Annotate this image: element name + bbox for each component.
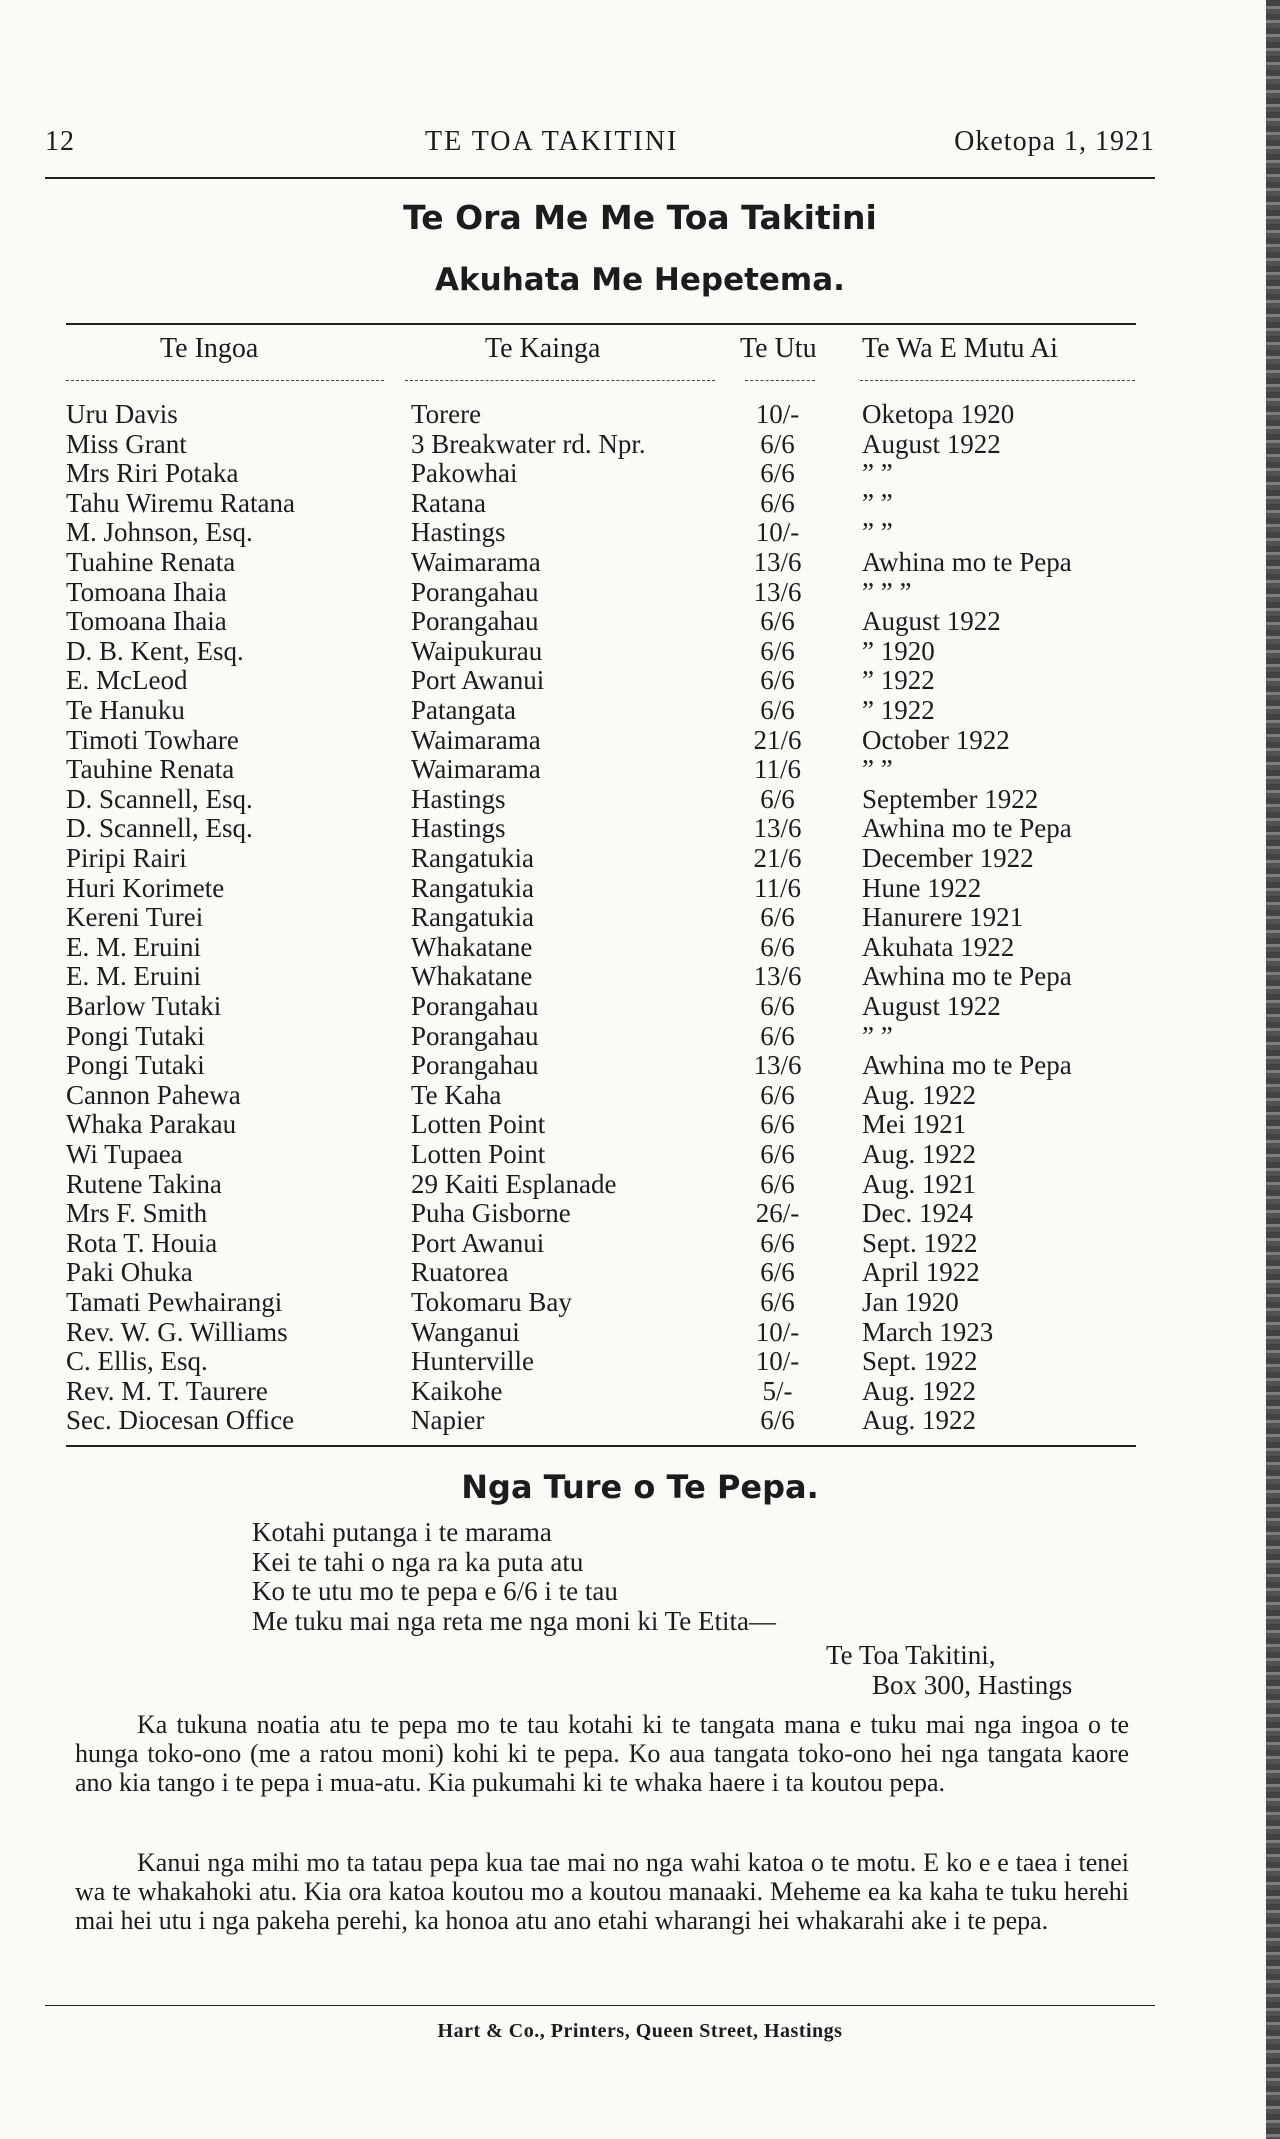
subscriber-name: Miss Grant [66, 428, 187, 459]
payment-amount: 6/6 [760, 1139, 795, 1169]
subscriber-address: Kaikohe [411, 1375, 503, 1406]
rules-line: Kei te tahi o nga ra ka puta atu [252, 1546, 584, 1577]
expiry-date: Dec. 1924 [862, 1198, 973, 1229]
payment-amount: 13/6 [753, 576, 802, 607]
rules-line: Kotahi putanga i te marama [252, 1517, 552, 1547]
payment-amount: 6/6 [760, 1168, 795, 1199]
subscriber-address: Rangatukia [411, 902, 534, 933]
expiry-date: Sept. 1922 [862, 1227, 978, 1258]
subscriber-name: Tuahine Renata [66, 547, 236, 577]
table-row [0, 1051, 1280, 1081]
expiry-date: ” 1920 [862, 635, 935, 666]
subscriber-address: Wanganui [411, 1316, 520, 1347]
rules-title: Nga Ture o Te Pepa. [461, 1468, 819, 1506]
expiry-date: Aug. 1922 [862, 1405, 976, 1436]
table-row [0, 755, 1280, 785]
payment-amount: 6/6 [760, 458, 795, 489]
table-row [0, 548, 1280, 578]
expiry-date: Jan 1920 [862, 1287, 959, 1317]
subscriber-name: D. B. Kent, Esq. [66, 635, 244, 666]
expiry-date: ” ” ” [862, 576, 912, 607]
notice-paragraph-2: Kanui nga mihi mo ta tatau pepa kua tae mai no nga wahi katoa o te motu. E ko e e taea i tenei wa te whakahoki atu. Kia ora katoa koutou mo a koutou manaaki. Meheme ea ka kaha te tuku herehi mai hei utu i nga pakeha perehi, ka honoa atu ano etahi wharangi hei whakarahi ake i te pepa. [75, 1848, 1129, 1935]
subscriber-name: E. M. Eruini [66, 961, 201, 992]
page-number: 12 [45, 126, 75, 157]
table-row [0, 1318, 1280, 1348]
subscriber-address: Whakatane [411, 961, 533, 992]
subscriber-name: Mrs Riri Potaka [66, 458, 239, 489]
subscriber-address: Puha Gisborne [411, 1198, 571, 1229]
expiry-date: Awhina mo te Pepa [862, 547, 1072, 577]
table-row [0, 489, 1280, 519]
payment-amount: 6/6 [760, 1227, 795, 1258]
table-row [0, 1199, 1280, 1229]
subscriber-address: 3 Breakwater rd. Npr. [411, 428, 646, 459]
notice-paragraph-1: Ka tukuna noatia atu te pepa mo te tau kotahi ki te tangata mana e tuku mai nga ingoa o te hunga toko-ono (me a ratou moni) kohi ki te pepa. Ko aua tangata toko-ono hei nga tangata kaore ano kia tango i te pepa i mua-atu. Kia pukumahi ki te whaka haere i ta koutou pepa. [75, 1710, 1129, 1797]
table-row [0, 874, 1280, 904]
subscriber-name: Tomoana Ihaia [66, 606, 227, 637]
table-row [0, 1347, 1280, 1377]
page-header [45, 126, 1155, 166]
table-row [0, 696, 1280, 726]
subscriber-name: Mrs F. Smith [66, 1198, 208, 1229]
issue-date: Oketopa 1, 1921 [954, 126, 1155, 157]
payment-amount: 13/6 [753, 1050, 802, 1081]
subscriber-address: Te Kaha [411, 1079, 502, 1110]
col-rule-address [405, 380, 715, 381]
table-row [0, 1140, 1280, 1170]
payment-amount: 13/6 [753, 547, 802, 577]
subscriber-address: Hastings [411, 783, 506, 814]
col-rule-expiry [860, 380, 1135, 381]
subscriber-name: Tomoana Ihaia [66, 576, 227, 607]
expiry-date: ” ” [862, 487, 893, 518]
expiry-date: ” ” [862, 458, 893, 489]
payment-amount: 6/6 [760, 1287, 795, 1317]
subscriber-name: Te Hanuku [66, 695, 185, 725]
subscriber-address: Rangatukia [411, 843, 534, 873]
table-row [0, 992, 1280, 1022]
subscriber-name: Rev. W. G. Williams [66, 1316, 288, 1347]
payment-amount: 6/6 [760, 635, 795, 666]
payment-amount: 21/6 [753, 724, 802, 755]
expiry-date: August 1922 [862, 606, 1001, 637]
subscriber-address: Lotten Point [411, 1109, 546, 1140]
subscriber-address: Porangahau [411, 1020, 539, 1051]
table-top-rule [66, 323, 1136, 325]
table-row [0, 814, 1280, 844]
table-row [0, 844, 1280, 874]
table-row [0, 726, 1280, 756]
table-row [0, 1170, 1280, 1200]
subscriber-address: Patangata [411, 695, 516, 725]
payment-amount: 10/- [755, 1316, 800, 1347]
table-row [0, 1288, 1280, 1318]
subscriber-address: Whakatane [411, 931, 533, 962]
subscriber-address: Waimarama [411, 724, 541, 755]
table-row [0, 1377, 1280, 1407]
subscriber-name: E. McLeod [66, 665, 188, 696]
expiry-date: October 1922 [862, 724, 1010, 755]
table-row [0, 666, 1280, 696]
expiry-date: Akuhata 1922 [862, 931, 1015, 962]
subscriber-name: D. Scannell, Esq. [66, 783, 253, 814]
payment-amount: 10/- [755, 399, 800, 429]
subscriber-name: M. Johnson, Esq. [66, 517, 253, 548]
table-row [0, 962, 1280, 992]
subscriber-address: Hunterville [411, 1346, 534, 1377]
payment-amount: 6/6 [760, 1109, 795, 1140]
expiry-date: ” 1922 [862, 695, 935, 725]
payment-amount: 6/6 [760, 487, 795, 518]
col-header-expiry: Te Wa E Mutu Ai [862, 333, 1058, 364]
subscriber-name: Tauhine Renata [66, 754, 235, 785]
subscriber-address: Waipukurau [411, 635, 543, 666]
subscriber-name: E. M. Eruini [66, 931, 201, 962]
subscriber-name: Pongi Tutaki [66, 1020, 205, 1051]
expiry-date: August 1922 [862, 991, 1001, 1021]
subscriber-address: Tokomaru Bay [411, 1287, 572, 1317]
expiry-date: ” ” [862, 754, 893, 785]
subscriber-name: Whaka Parakau [66, 1109, 237, 1140]
payment-amount: 21/6 [753, 843, 802, 873]
subscriber-address: Torere [411, 399, 482, 429]
subscriber-address: Waimarama [411, 547, 541, 577]
subscriber-name: C. Ellis, Esq. [66, 1346, 208, 1377]
expiry-date: ” 1922 [862, 665, 935, 696]
table-row [0, 1229, 1280, 1259]
subscriber-address: Port Awanui [411, 665, 545, 696]
subscriber-name: Uru Davis [66, 399, 178, 429]
table-row [0, 1022, 1280, 1052]
table-row [0, 1110, 1280, 1140]
table-row [0, 607, 1280, 637]
subscriber-name: Rutene Takina [66, 1168, 222, 1199]
rules-list [252, 1518, 776, 1636]
payment-amount: 6/6 [760, 1257, 795, 1288]
table-bottom-rule [66, 1445, 1136, 1447]
subscriber-address: Porangahau [411, 1050, 539, 1081]
expiry-date: Awhina mo te Pepa [862, 961, 1072, 992]
subscriber-address: Porangahau [411, 991, 539, 1021]
table-row [0, 400, 1280, 430]
table-row [0, 459, 1280, 489]
payment-amount: 13/6 [753, 813, 802, 844]
rules-line: Me tuku mai nga reta me nga moni ki Te Etita— [252, 1605, 776, 1636]
subscriber-address: Porangahau [411, 576, 539, 607]
payment-amount: 11/6 [754, 754, 801, 785]
subscriber-name: Piripi Rairi [66, 843, 187, 873]
payment-amount: 26/- [755, 1198, 800, 1229]
expiry-date: Mei 1921 [862, 1109, 967, 1140]
expiry-date: ” ” [862, 517, 893, 548]
subscriber-address: Waimarama [411, 754, 541, 785]
expiry-date: Aug. 1921 [862, 1168, 976, 1199]
subscriber-name: D. Scannell, Esq. [66, 813, 253, 844]
subscriber-address: Lotten Point [411, 1139, 546, 1169]
subscriber-name: Tamati Pewhairangi [66, 1287, 283, 1317]
printer-imprint: Hart & Co., Printers, Queen Street, Hastings [437, 2020, 843, 2042]
payment-amount: 6/6 [760, 665, 795, 696]
subscriber-name: Tahu Wiremu Ratana [66, 487, 295, 518]
editor-signature-address: Box 300, Hastings [872, 1670, 1073, 1700]
expiry-date: Awhina mo te Pepa [862, 813, 1072, 844]
payment-amount: 13/6 [753, 961, 802, 992]
payment-amount: 6/6 [760, 1405, 795, 1436]
editor-signature-name: Te Toa Takitini, [826, 1640, 996, 1670]
masthead: TE TOA TAKITINI [425, 126, 679, 157]
subscriber-name: Kereni Turei [66, 902, 204, 933]
subscriber-address: Ratana [411, 487, 486, 518]
table-row [0, 578, 1280, 608]
col-rule-payment [745, 380, 815, 381]
expiry-date: Aug. 1922 [862, 1139, 976, 1169]
expiry-date: Oketopa 1920 [862, 399, 1015, 429]
expiry-date: ” ” [862, 1020, 893, 1051]
table-row [0, 518, 1280, 548]
payment-amount: 6/6 [760, 931, 795, 962]
expiry-date: Aug. 1922 [862, 1375, 976, 1406]
payment-amount: 6/6 [760, 695, 795, 725]
subscriber-address: 29 Kaiti Esplanade [411, 1168, 617, 1199]
expiry-date: Hanurere 1921 [862, 902, 1024, 933]
subscriber-name: Barlow Tutaki [66, 991, 222, 1021]
payment-amount: 6/6 [760, 606, 795, 637]
expiry-date: Aug. 1922 [862, 1079, 976, 1110]
table-row [0, 933, 1280, 963]
table-row [0, 1258, 1280, 1288]
col-rule-name [66, 380, 384, 381]
subscriber-name: Timoti Towhare [66, 724, 239, 755]
payment-amount: 6/6 [760, 1079, 795, 1110]
footer-rule [45, 2005, 1155, 2006]
expiry-date: Hune 1922 [862, 872, 982, 903]
subscriber-name: Paki Ohuka [66, 1257, 193, 1288]
subscriber-name: Cannon Pahewa [66, 1079, 241, 1110]
expiry-date: March 1923 [862, 1316, 994, 1347]
payment-amount: 6/6 [760, 991, 795, 1021]
col-header-payment: Te Utu [740, 333, 817, 364]
subscriber-name: Huri Korimete [66, 872, 225, 903]
table-row [0, 430, 1280, 460]
expiry-date: April 1922 [862, 1257, 980, 1288]
payment-amount: 10/- [755, 1346, 800, 1377]
subscriber-name: Rev. M. T. Taurere [66, 1375, 268, 1406]
payment-amount: 6/6 [760, 428, 795, 459]
expiry-date: September 1922 [862, 783, 1039, 814]
subscriber-address: Napier [411, 1405, 485, 1436]
rules-line: Ko te utu mo te pepa e 6/6 i te tau [252, 1576, 618, 1606]
subscriber-address: Ruatorea [411, 1257, 509, 1288]
subscriber-address: Porangahau [411, 606, 539, 637]
col-header-address: Te Kainga [485, 333, 601, 364]
table-row [0, 637, 1280, 667]
subscribers-subtitle: Akuhata Me Hepetema. [435, 262, 845, 298]
table-row [0, 903, 1280, 933]
payment-amount: 10/- [755, 517, 800, 548]
subscribers-title: Te Ora Me Me Toa Takitini [403, 198, 877, 237]
payment-amount: 6/6 [760, 902, 795, 933]
subscriber-name: Pongi Tutaki [66, 1050, 205, 1081]
header-rule [45, 177, 1155, 179]
subscriber-address: Hastings [411, 517, 506, 548]
subscriber-name: Rota T. Houia [66, 1227, 218, 1258]
expiry-date: Sept. 1922 [862, 1346, 978, 1377]
col-header-name: Te Ingoa [160, 333, 259, 364]
expiry-date: Awhina mo te Pepa [862, 1050, 1072, 1081]
payment-amount: 6/6 [760, 783, 795, 814]
table-row [0, 1081, 1280, 1111]
table-row [0, 1406, 1280, 1436]
payment-amount: 5/- [762, 1375, 793, 1406]
expiry-date: December 1922 [862, 843, 1034, 873]
payment-amount: 6/6 [760, 1020, 795, 1051]
subscriber-address: Hastings [411, 813, 506, 844]
subscriber-address: Port Awanui [411, 1227, 545, 1258]
subscriber-address: Rangatukia [411, 872, 534, 903]
subscriber-name: Wi Tupaea [66, 1139, 183, 1169]
payment-amount: 11/6 [754, 872, 801, 903]
table-row [0, 785, 1280, 815]
subscriber-name: Sec. Diocesan Office [66, 1405, 295, 1436]
subscriber-address: Pakowhai [411, 458, 518, 489]
expiry-date: August 1922 [862, 428, 1001, 459]
